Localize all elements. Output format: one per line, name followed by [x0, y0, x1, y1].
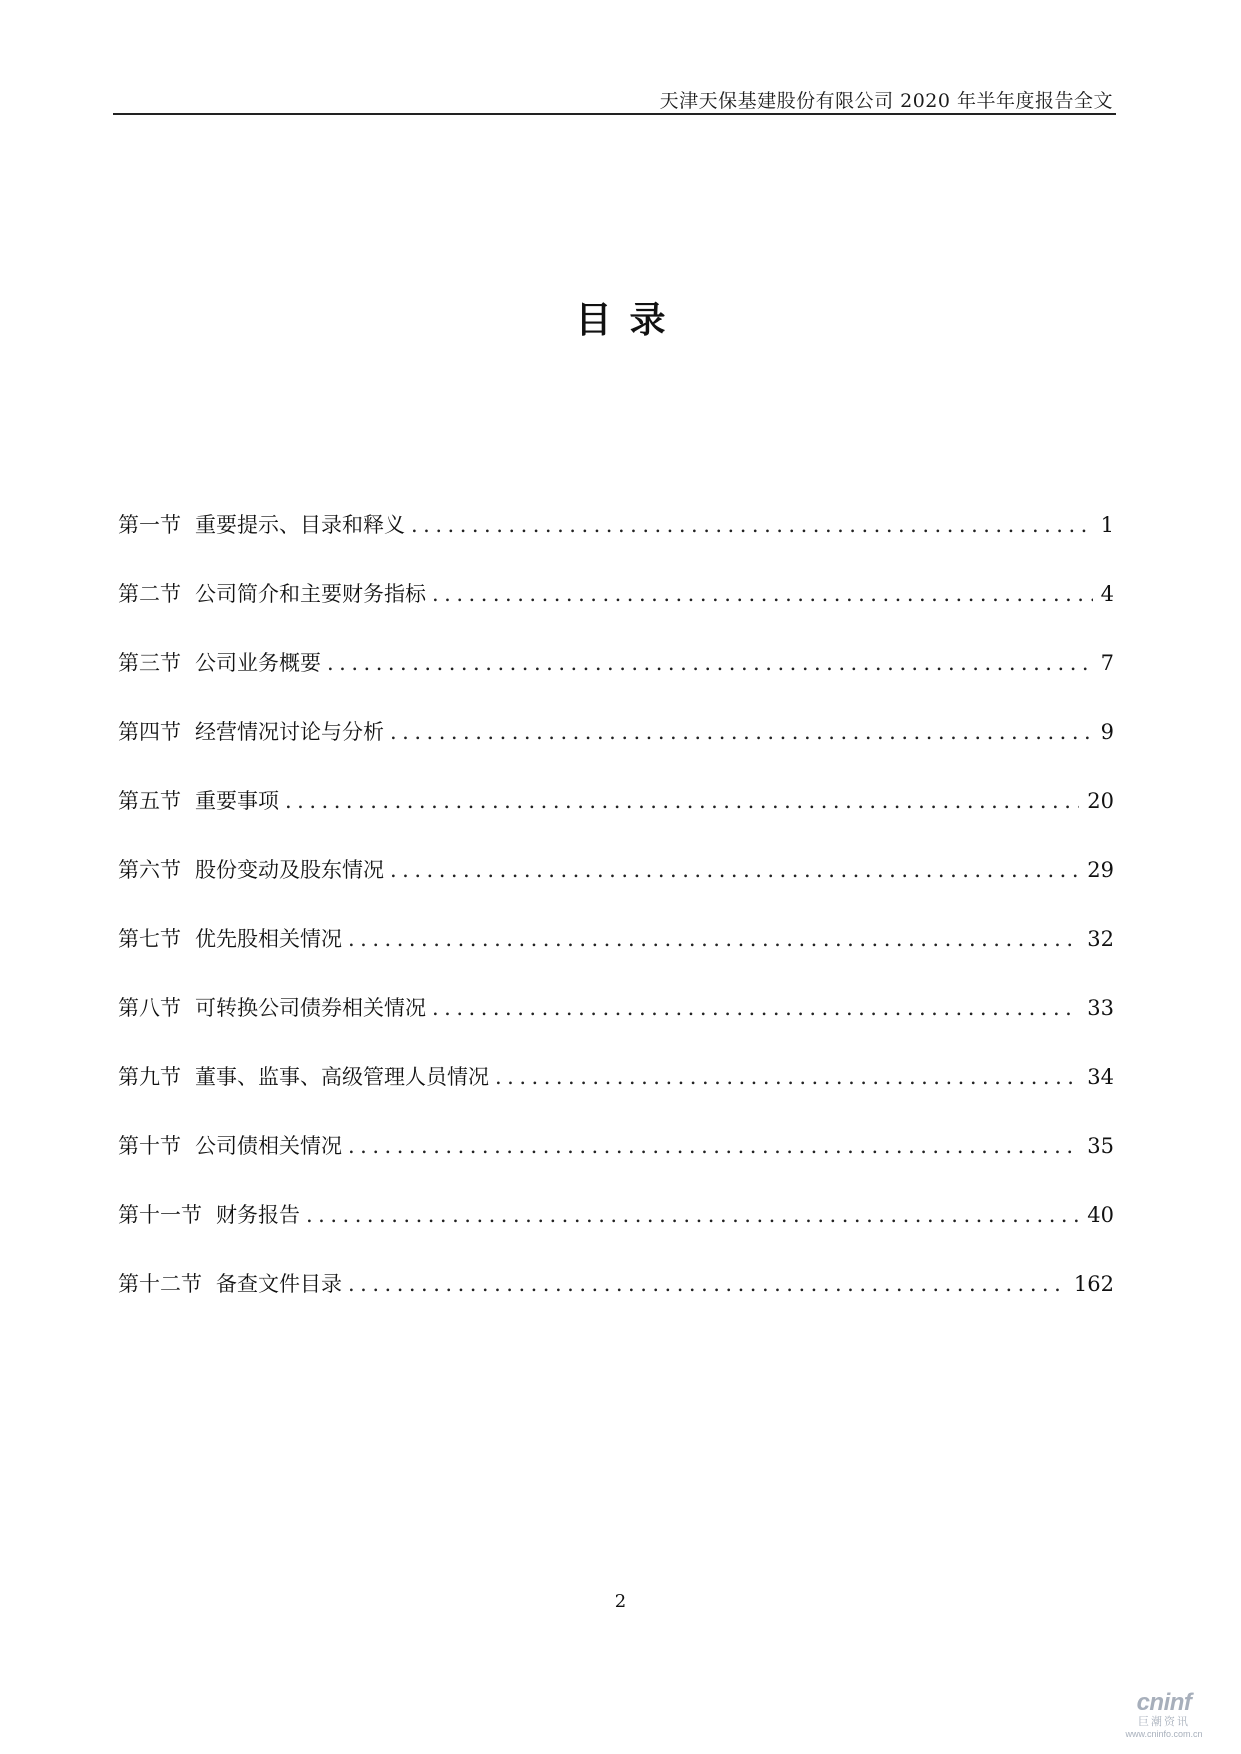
toc-dot-leader [432, 579, 1093, 609]
toc-section-title: 经营情况讨论与分析 [195, 720, 384, 744]
toc-entry[interactable] [118, 579, 1114, 648]
toc-section-title: 公司简介和主要财务指标 [195, 582, 426, 606]
toc-entry[interactable] [118, 924, 1114, 993]
toc-dot-leader [348, 1269, 1066, 1299]
toc-dot-leader [390, 717, 1093, 747]
toc-dot-leader [327, 648, 1093, 678]
toc-dot-leader [495, 1062, 1079, 1092]
toc-section-title: 财务报告 [216, 1203, 300, 1227]
toc-page-number: 4 [1100, 582, 1114, 606]
toc-section-number: 第六节 [118, 858, 181, 882]
watermark-subtitle: 巨潮资讯 [1138, 1716, 1190, 1728]
running-header: 天津天保基建股份有限公司 2020 年半年度报告全文 [659, 90, 1113, 112]
toc-section-number: 第十节 [118, 1134, 181, 1158]
toc-section-number: 第三节 [118, 651, 181, 675]
toc-dot-leader [411, 510, 1093, 540]
toc-entry[interactable] [118, 1062, 1114, 1131]
toc-page-number: 9 [1100, 720, 1114, 744]
toc-page-number: 34 [1087, 1065, 1114, 1089]
toc-section-title: 重要事项 [195, 789, 279, 813]
page-title: 目录 [575, 300, 684, 341]
toc-page-number: 32 [1087, 927, 1114, 951]
toc-dot-leader [306, 1200, 1079, 1230]
watermark-url: www.cninfo.com.cn [1125, 1729, 1203, 1739]
toc-section-title: 股份变动及股东情况 [195, 858, 384, 882]
toc-entry[interactable] [118, 993, 1114, 1062]
toc-section-number: 第一节 [118, 513, 181, 537]
toc-page-number: 40 [1087, 1203, 1114, 1227]
toc-section-title: 重要提示、目录和释义 [195, 513, 405, 537]
page-number: 2 [614, 1591, 627, 1612]
toc-page-number: 35 [1087, 1134, 1114, 1158]
cninfo-watermark [1109, 1691, 1219, 1740]
toc-dot-leader [390, 855, 1079, 885]
toc-section-number: 第八节 [118, 996, 181, 1020]
watermark-brand: cninf [1136, 1689, 1192, 1716]
toc-section-title: 公司业务概要 [195, 651, 321, 675]
toc-entry[interactable] [118, 717, 1114, 786]
toc-section-number: 第二节 [118, 582, 181, 606]
toc-dot-leader [348, 924, 1079, 954]
toc-dot-leader [432, 993, 1079, 1023]
toc-entry[interactable] [118, 1269, 1114, 1338]
toc-section-title: 董事、监事、高级管理人员情况 [195, 1065, 489, 1089]
toc-page-number: 1 [1100, 513, 1114, 537]
toc-page-number: 162 [1073, 1272, 1114, 1296]
header-rule [113, 113, 1116, 115]
toc-section-title: 备查文件目录 [216, 1272, 342, 1296]
toc-entry[interactable] [118, 1131, 1114, 1200]
toc-page-number: 7 [1100, 651, 1114, 675]
toc-entry[interactable] [118, 648, 1114, 717]
toc-section-title: 可转换公司债券相关情况 [195, 996, 426, 1020]
toc-section-number: 第七节 [118, 927, 181, 951]
table-of-contents [118, 510, 1114, 1338]
toc-section-number: 第十一节 [118, 1203, 202, 1227]
toc-section-number: 第五节 [118, 789, 181, 813]
toc-entry[interactable] [118, 855, 1114, 924]
toc-section-number: 第四节 [118, 720, 181, 744]
toc-entry[interactable] [118, 1200, 1114, 1269]
toc-entry[interactable] [118, 786, 1114, 855]
toc-page-number: 29 [1087, 858, 1114, 882]
toc-entry[interactable] [118, 510, 1114, 579]
toc-section-number: 第十二节 [118, 1272, 202, 1296]
toc-dot-leader [285, 786, 1079, 816]
toc-section-number: 第九节 [118, 1065, 181, 1089]
toc-page-number: 20 [1087, 789, 1114, 813]
toc-section-title: 优先股相关情况 [195, 927, 342, 951]
toc-section-title: 公司债相关情况 [195, 1134, 342, 1158]
toc-page-number: 33 [1087, 996, 1114, 1020]
toc-dot-leader [348, 1131, 1079, 1161]
